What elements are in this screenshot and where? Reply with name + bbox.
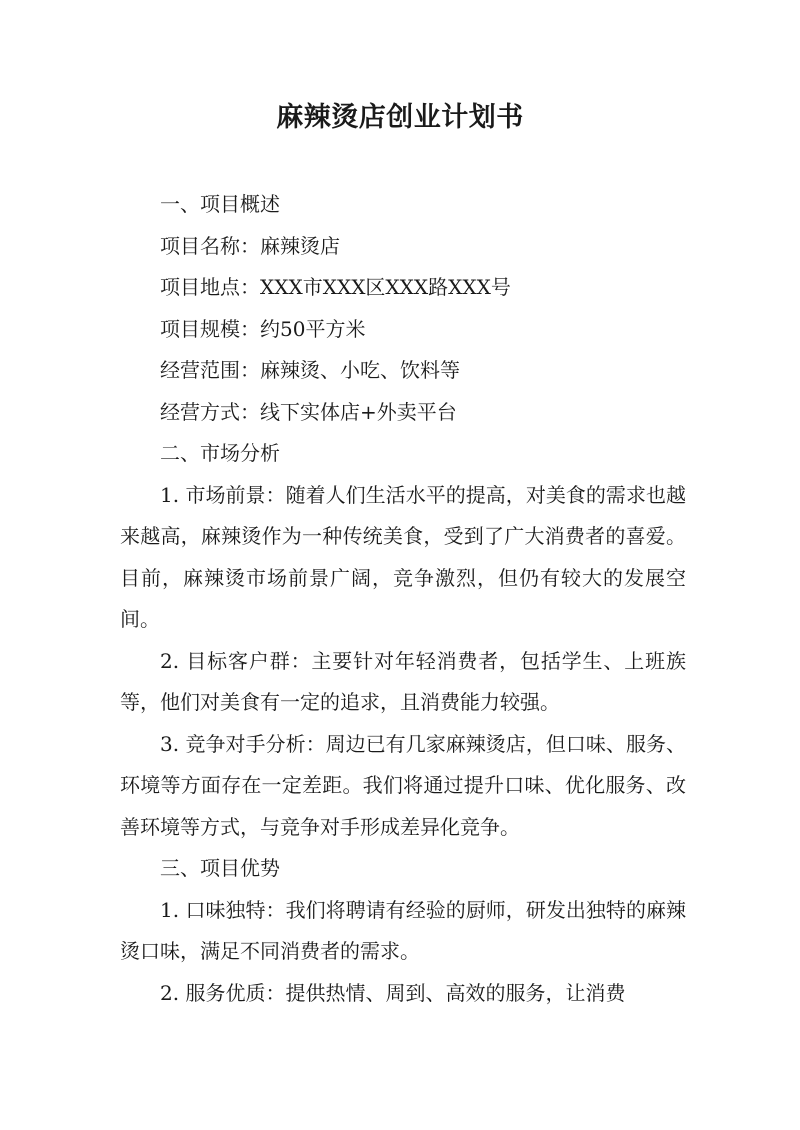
project-location-line: 项目地点：XXX市XXX区XXX路XXX号: [160, 275, 511, 299]
document-title: 麻辣烫店创业计划书: [276, 102, 524, 133]
section-heading-advantages: 三、项目优势: [160, 856, 280, 880]
project-name-line: 项目名称：麻辣烫店: [160, 233, 340, 258]
quality-service-paragraph: 2. 服务优质：提供热情、周到、高效的服务，让消费: [160, 980, 626, 1005]
project-scale-line: 项目规模：约50平方米: [160, 316, 366, 341]
business-mode-line: 经营方式：线下实体店+外卖平台: [160, 399, 457, 424]
section-heading-market: 二、市场分析: [160, 441, 280, 465]
competitor-analysis-paragraph: 3. 竞争对手分析：周边已有几家麻辣烫店，但口味、服务、环境等方面存在一定差距。我们将通过提升口味、优化服务、改善环境等方式，与竞争对手形成差异化竞争。: [120, 731, 686, 839]
unique-taste-paragraph: 1. 口味独特：我们将聘请有经验的厨师，研发出独特的麻辣烫口味，满足不同消费者的需求。: [120, 897, 686, 963]
market-outlook-paragraph: 1. 市场前景：随着人们生活水平的提高，对美食的需求也越来越高，麻辣烫作为一种传统美食，受到了广大消费者的喜爱。目前，麻辣烫市场前景广阔，竞争激烈，但仍有较大的发展空间。: [120, 482, 686, 631]
target-customers-paragraph: 2. 目标客户群：主要针对年轻消费者，包括学生、上班族等，他们对美食有一定的追求，且消费能力较强。: [120, 648, 686, 714]
section-heading-overview: 一、项目概述: [160, 192, 280, 216]
business-scope-line: 经营范围：麻辣烫、小吃、饮料等: [160, 358, 460, 382]
document-body: [120, 184, 686, 1014]
